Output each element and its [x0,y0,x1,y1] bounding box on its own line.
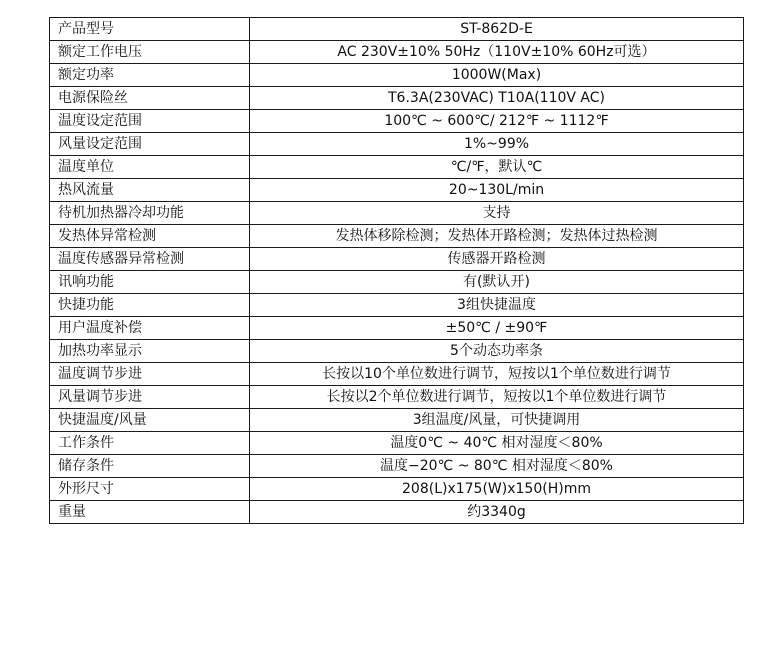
row-value: ST-862D-E [250,18,744,41]
row-value: 传感器开路检测 [250,248,744,271]
row-label: 待机加热器冷却功能 [50,202,250,225]
row-label: 额定工作电压 [50,41,250,64]
row-value: T6.3A(230VAC) T10A(110V AC) [250,87,744,110]
spec-table [49,17,744,524]
table-row [50,432,744,455]
table-row [50,202,744,225]
row-value: 约3340g [250,501,744,524]
row-value: AC 230V±10% 50Hz（110V±10% 60Hz可选） [250,41,744,64]
row-label: 温度传感器异常检测 [50,248,250,271]
table-row [50,248,744,271]
row-label: 风量调节步进 [50,386,250,409]
row-label: 重量 [50,501,250,524]
row-label: 工作条件 [50,432,250,455]
table-row [50,317,744,340]
row-value: 支持 [250,202,744,225]
row-value: 5个动态功率条 [250,340,744,363]
row-value: 100℃ ~ 600℃/ 212℉ ~ 1112℉ [250,110,744,133]
table-row [50,478,744,501]
row-value: ±50℃ / ±90℉ [250,317,744,340]
row-value: 208(L)x175(W)x150(H)mm [250,478,744,501]
row-value: 长按以10个单位数进行调节，短按以1个单位数进行调节 [250,363,744,386]
row-label: 发热体异常检测 [50,225,250,248]
table-row [50,156,744,179]
row-label: 温度单位 [50,156,250,179]
table-row [50,225,744,248]
row-label: 温度调节步进 [50,363,250,386]
row-label: 讯响功能 [50,271,250,294]
row-label: 热风流量 [50,179,250,202]
table-row [50,271,744,294]
row-value: 发热体移除检测；发热体开路检测；发热体过热检测 [250,225,744,248]
row-value: ℃/℉，默认℃ [250,156,744,179]
row-label: 产品型号 [50,18,250,41]
row-value: 20~130L/min [250,179,744,202]
row-value: 1%~99% [250,133,744,156]
table-row [50,294,744,317]
table-row [50,110,744,133]
row-value: 3组温度/风量，可快捷调用 [250,409,744,432]
row-label: 电源保险丝 [50,87,250,110]
table-row [50,501,744,524]
table-row [50,179,744,202]
row-label: 温度设定范围 [50,110,250,133]
table-row [50,64,744,87]
table-row [50,18,744,41]
row-label: 风量设定范围 [50,133,250,156]
table-row [50,41,744,64]
row-label: 用户温度补偿 [50,317,250,340]
row-value: 有(默认开) [250,271,744,294]
table-row [50,87,744,110]
row-label: 额定功率 [50,64,250,87]
table-row [50,409,744,432]
table-row [50,133,744,156]
row-value: 长按以2个单位数进行调节，短按以1个单位数进行调节 [250,386,744,409]
row-label: 加热功率显示 [50,340,250,363]
row-label: 快捷温度/风量 [50,409,250,432]
table-row [50,386,744,409]
row-value: 1000W(Max) [250,64,744,87]
row-value: 温度0℃ ~ 40℃ 相对湿度＜80% [250,432,744,455]
table-row [50,455,744,478]
row-value: 3组快捷温度 [250,294,744,317]
row-label: 快捷功能 [50,294,250,317]
row-value: 温度−20℃ ~ 80℃ 相对湿度＜80% [250,455,744,478]
table-row [50,363,744,386]
row-label: 外形尺寸 [50,478,250,501]
row-label: 储存条件 [50,455,250,478]
table-row [50,340,744,363]
